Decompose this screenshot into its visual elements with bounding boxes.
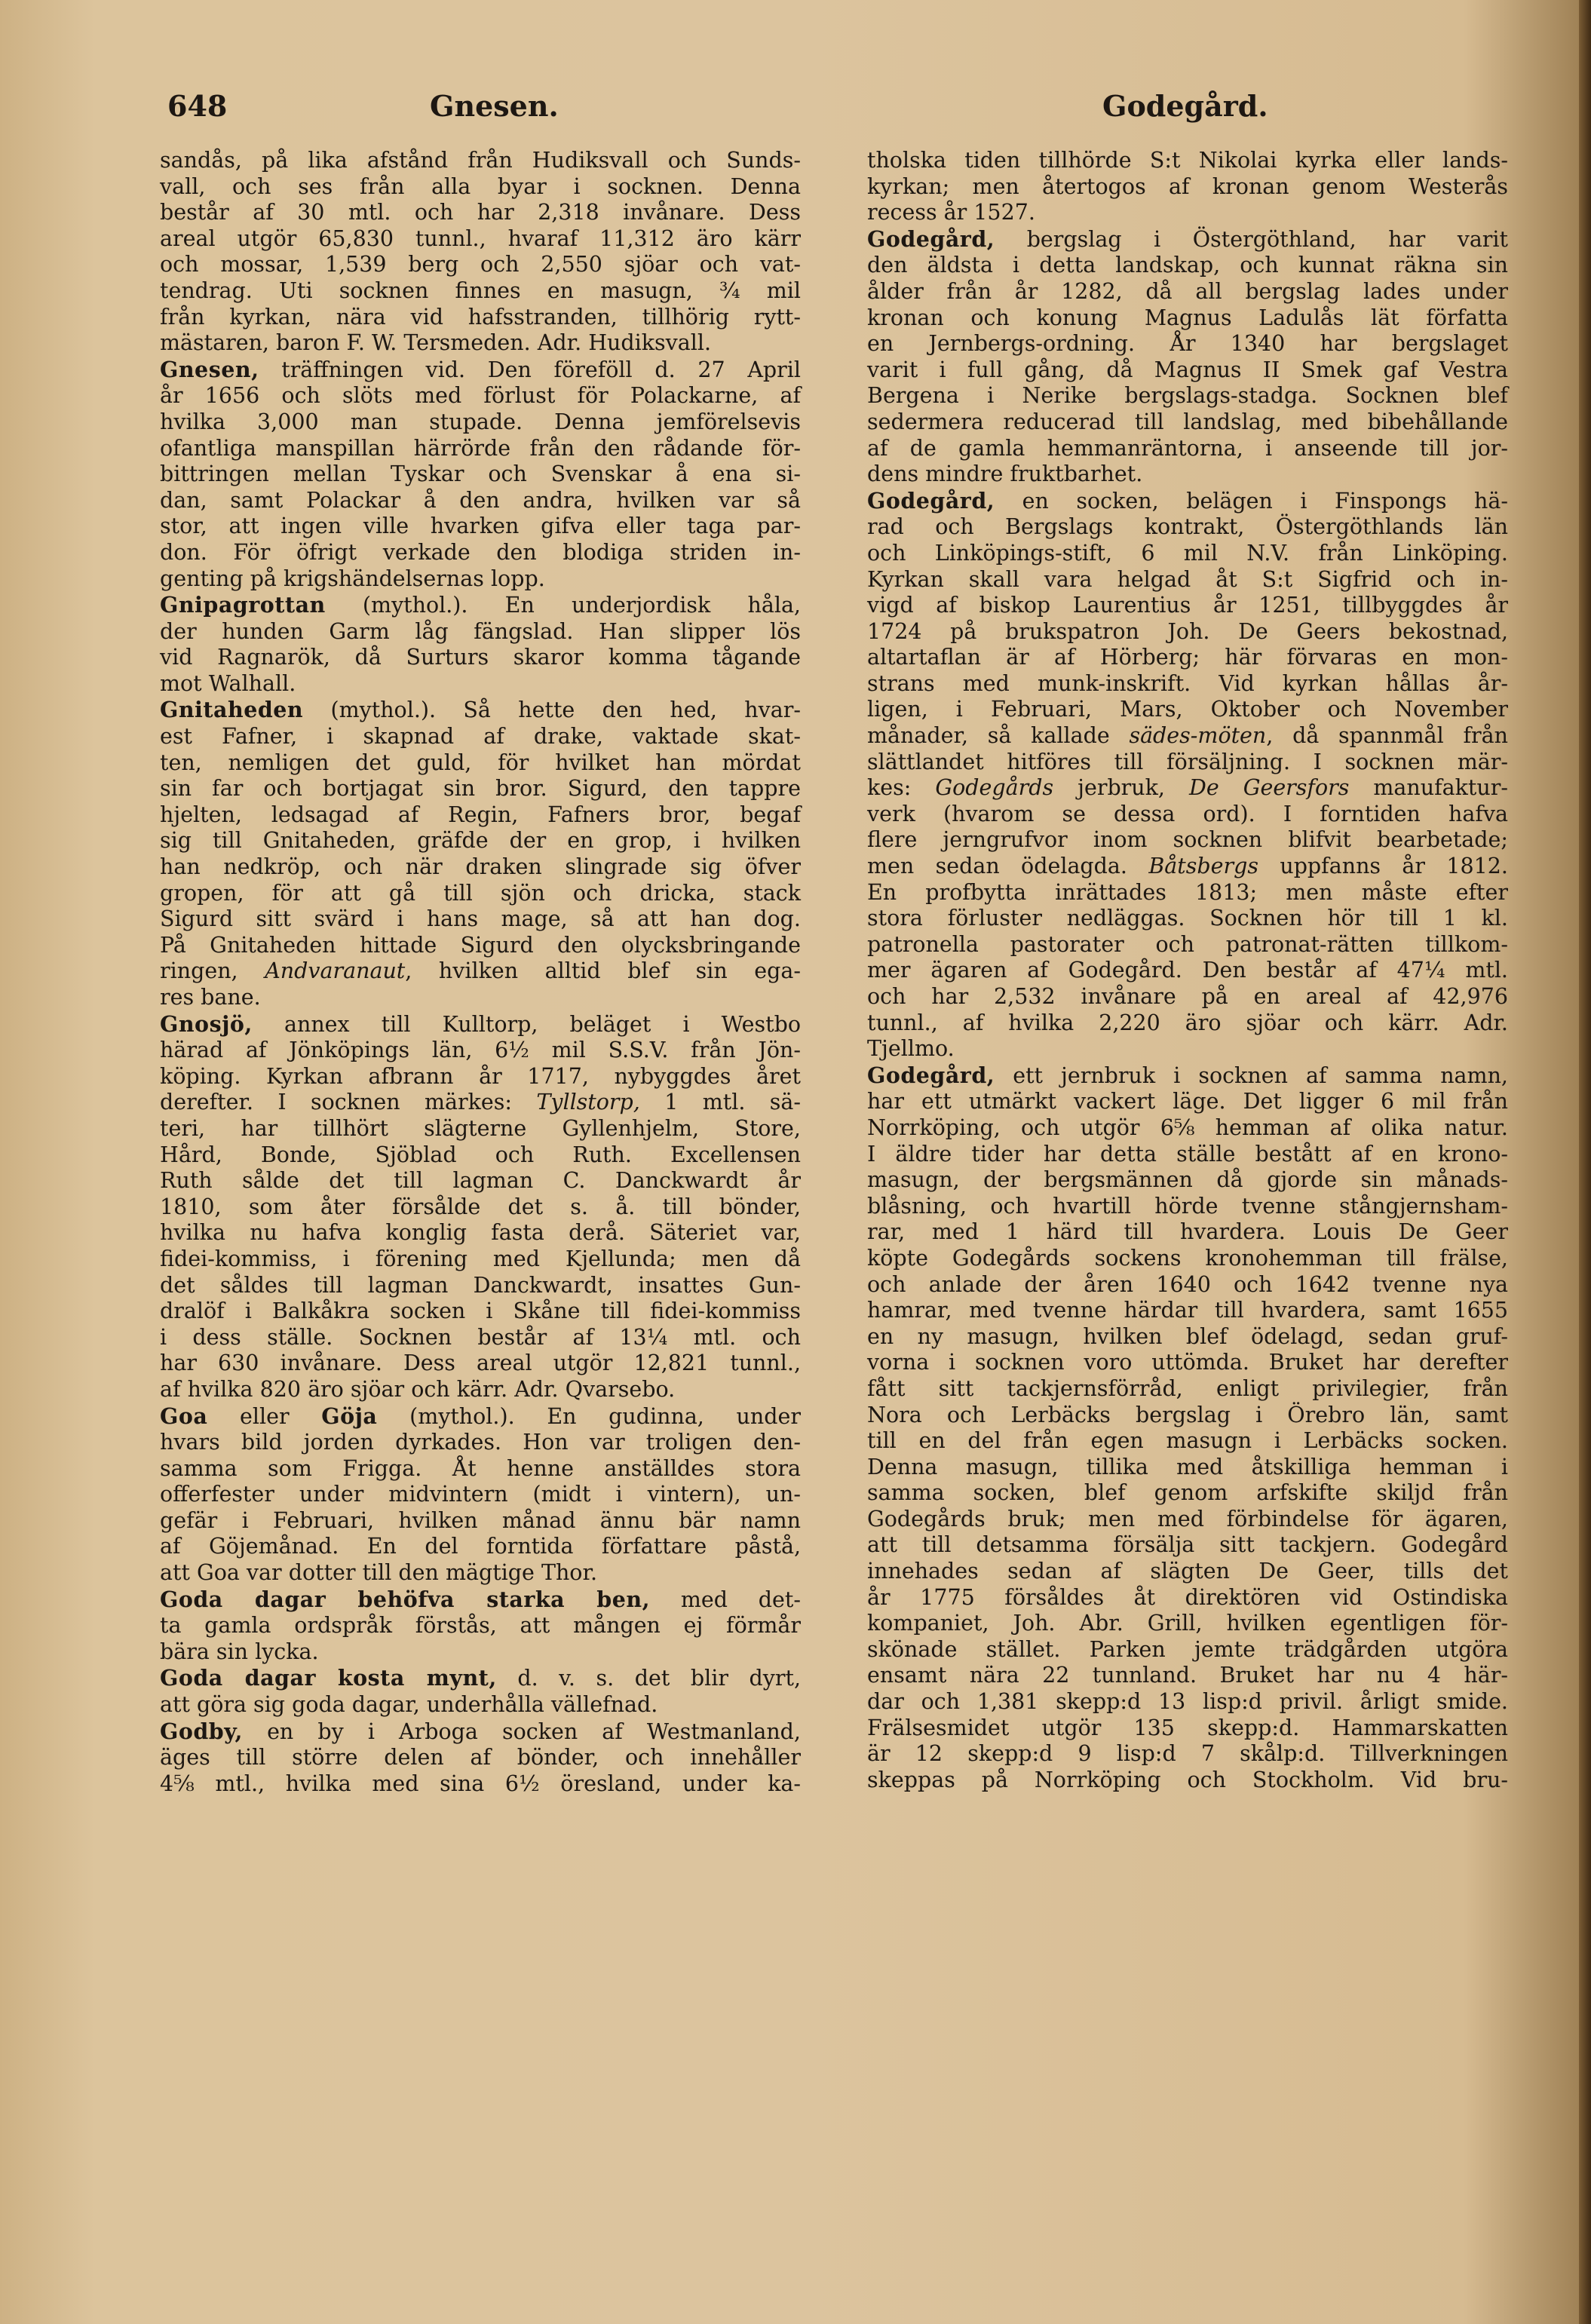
text-run: rad och Bergslags kontrakt, Östergöthlands län bbox=[867, 514, 1508, 540]
text-run: har 630 invånare. Dess areal utgör 12,821 tunnl., bbox=[160, 1351, 801, 1376]
text-line bbox=[867, 1194, 1508, 1220]
text-run: Bergena i Nerike bergslags-stadga. Socknen blef bbox=[867, 383, 1508, 409]
text-run: träffningen vid. Den föreföll d. 27 April bbox=[259, 357, 801, 382]
text-run: ett jernbruk i socknen af samma namn, bbox=[995, 1062, 1508, 1088]
text-run: jerbruk, bbox=[1053, 775, 1189, 801]
text-line bbox=[867, 1611, 1508, 1637]
text-run: hvilka nu hafva konglig fasta derå. Säteriet var, bbox=[160, 1220, 801, 1246]
text-line bbox=[160, 1220, 801, 1246]
text-line bbox=[160, 671, 801, 698]
text-run: består af 30 mtl. och har 2,318 invånare. Dess bbox=[160, 200, 801, 225]
text-run: genting på krigshändelsernas lopp. bbox=[160, 566, 545, 591]
text-run: ofantliga manspillan härrörde från den rådande för- bbox=[160, 435, 801, 461]
text-run: res bane. bbox=[160, 985, 261, 1010]
text-run: vid Ragnarök, då Surturs skaror komma tågande bbox=[160, 645, 801, 670]
text-run: recess år 1527. bbox=[867, 200, 1035, 225]
text-line bbox=[867, 148, 1508, 174]
text-run: 1810, som åter försålde det s. å. till bönder, bbox=[160, 1194, 801, 1219]
italic-term: Godegårds bbox=[935, 775, 1054, 801]
entry-headword: Godegård, bbox=[867, 1062, 995, 1088]
text-line bbox=[867, 802, 1508, 828]
text-run: est Fafner, i skapnad af drake, vaktade skat- bbox=[160, 724, 801, 750]
text-line bbox=[867, 514, 1508, 541]
text-line bbox=[867, 723, 1508, 750]
text-line bbox=[160, 1639, 801, 1666]
text-line bbox=[160, 1038, 801, 1064]
text-line bbox=[160, 645, 801, 671]
text-run: i dess ställe. Socknen består af 13¼ mtl. och bbox=[160, 1324, 801, 1350]
text-line bbox=[160, 409, 801, 436]
text-line bbox=[867, 1298, 1508, 1324]
text-line bbox=[160, 1194, 801, 1221]
text-line bbox=[160, 1718, 801, 1746]
text-line bbox=[867, 827, 1508, 854]
text-run: Godegårds bruk; men med förbindelse för ägaren, bbox=[867, 1506, 1508, 1531]
text-run: , då spannmål från bbox=[1266, 723, 1508, 749]
text-line bbox=[160, 148, 801, 174]
text-run: Denna masugn, tillika med åtskilliga hemman i bbox=[867, 1454, 1508, 1479]
text-line bbox=[160, 357, 801, 384]
text-line bbox=[867, 1142, 1508, 1168]
text-line bbox=[160, 1745, 801, 1771]
text-run: (mythol.). En underjordisk håla, bbox=[325, 593, 801, 618]
text-line bbox=[160, 802, 801, 829]
text-line bbox=[160, 1508, 801, 1535]
text-run: är 12 skepp:d 9 lisp:d 7 skålp:d. Tillverkningen bbox=[867, 1741, 1508, 1767]
text-run: d. v. s. det blir dyrt, bbox=[496, 1666, 801, 1691]
running-head-right: Godegård. bbox=[1102, 89, 1268, 123]
text-line bbox=[867, 331, 1508, 357]
text-line bbox=[160, 566, 801, 593]
text-run: kes: bbox=[867, 775, 936, 801]
text-line bbox=[867, 958, 1508, 984]
text-run: Kyrkan skall vara helgad åt S:t Sigfrid och in- bbox=[867, 566, 1508, 592]
text-run: En profbytta inrättades 1813; men måste efter bbox=[867, 879, 1508, 905]
text-line bbox=[867, 461, 1508, 488]
text-run: (mythol.). Så hette den hed, hvar- bbox=[303, 698, 801, 723]
text-line bbox=[867, 409, 1508, 436]
text-run: tholska tiden tillhörde S:t Nikolai kyrka eller lands- bbox=[867, 148, 1508, 173]
text-run: en ny masugn, hvilken blef ödelagd, sedan gruf- bbox=[867, 1323, 1508, 1349]
text-line bbox=[160, 1403, 801, 1430]
text-line bbox=[867, 1532, 1508, 1559]
text-run: ålder från år 1282, då all bergslag lades under bbox=[867, 278, 1508, 304]
entry-headword: Gnosjö, bbox=[160, 1010, 253, 1037]
text-line bbox=[867, 567, 1508, 593]
text-run: af hvilka 820 äro sjöar och kärr. Adr. Qvarsebo. bbox=[160, 1376, 676, 1402]
text-line bbox=[160, 881, 801, 907]
text-line bbox=[867, 1062, 1508, 1090]
text-line bbox=[160, 1325, 801, 1351]
text-run: bittringen mellan Tyskar och Svenskar å ena si- bbox=[160, 461, 801, 487]
text-run: ensamt nära 22 tunnland. Bruket har nu 4 här- bbox=[867, 1663, 1508, 1688]
text-line bbox=[160, 305, 801, 331]
text-line bbox=[867, 305, 1508, 332]
text-run: dens mindre fruktbarhet. bbox=[867, 461, 1143, 487]
text-run: dan, samt Polackar å den andra, hvilken var så bbox=[160, 487, 801, 513]
text-run: teri, har tillhört slägterne Gyllenhjelm, Store, bbox=[160, 1115, 801, 1141]
text-run: och Linköpings-stift, 6 mil N.V. från Linköping. bbox=[867, 540, 1508, 566]
text-run: rar, med 1 härd till hvardera. Louis De Geer bbox=[867, 1219, 1508, 1245]
entry-headword: Gnipagrottan bbox=[160, 592, 326, 618]
text-run: vorna i socknen voro uttömda. Bruket har derefter bbox=[867, 1350, 1508, 1375]
text-line bbox=[160, 985, 801, 1011]
text-run: Tjellmo. bbox=[867, 1036, 955, 1062]
text-line bbox=[160, 906, 801, 933]
text-run: men sedan ödelagda. bbox=[867, 854, 1149, 879]
text-run: hvars bild jorden dyrkades. Hon var troligen den- bbox=[160, 1430, 801, 1455]
text-line bbox=[160, 1116, 801, 1142]
text-run: mot Walhall. bbox=[160, 670, 296, 696]
text-run: ten, nemligen det guld, för hvilket han mördat bbox=[160, 750, 801, 775]
text-line bbox=[160, 933, 801, 959]
text-run: mästaren, baron F. W. Tersmeden. Adr. Hudiksvall. bbox=[160, 330, 712, 356]
text-run: Frälsesmidet utgör 135 skepp:d. Hammarskatten bbox=[867, 1715, 1508, 1740]
text-line bbox=[160, 828, 801, 854]
text-line bbox=[160, 619, 801, 645]
text-line bbox=[867, 1010, 1508, 1037]
italic-term: Båtsbergs bbox=[1148, 854, 1258, 879]
entry-headword: Godegård, bbox=[867, 225, 995, 252]
text-line bbox=[867, 1036, 1508, 1062]
page-number: 648 bbox=[167, 89, 228, 123]
text-line bbox=[867, 1741, 1508, 1768]
entry-headword: Gnitaheden bbox=[160, 697, 304, 723]
text-line bbox=[867, 1324, 1508, 1351]
text-line bbox=[160, 1613, 801, 1639]
text-line bbox=[160, 1298, 801, 1325]
text-run: kronan och konung Magnus Ladulås lät författa bbox=[867, 305, 1508, 330]
text-run: 1 mtl. sä- bbox=[639, 1090, 801, 1115]
text-line bbox=[867, 200, 1508, 226]
text-run: Norrköping, och utgör 6⅝ hemman af olika natur. bbox=[867, 1114, 1508, 1140]
entry-headword: Goda dagar kosta mynt, bbox=[160, 1665, 497, 1691]
text-run: dar och 1,381 skepp:d 13 lisp:d privil. årligt smide. bbox=[867, 1689, 1508, 1715]
text-line bbox=[160, 1064, 801, 1090]
text-line bbox=[867, 1715, 1508, 1742]
text-line bbox=[867, 984, 1508, 1010]
text-run: af Göjemånad. En del forntida författare påstå, bbox=[160, 1534, 801, 1559]
italic-term: De Geersfors bbox=[1188, 775, 1350, 801]
text-line bbox=[160, 776, 801, 802]
text-line bbox=[867, 436, 1508, 462]
text-run: och mossar, 1,539 berg och 2,550 sjöar och vat- bbox=[160, 252, 801, 277]
text-line bbox=[160, 540, 801, 566]
text-run: kompaniet, Joh. Abr. Grill, hvilken egentligen för- bbox=[867, 1611, 1508, 1636]
text-run: areal utgör 65,830 tunnl., hvaraf 11,312 äro kärr bbox=[160, 225, 801, 251]
text-run: masugn, der bergsmännen då gjorde sin månads- bbox=[867, 1167, 1508, 1193]
text-line bbox=[867, 619, 1508, 645]
text-run: hjelten, ledsagad af Regin, Fafners bror, begaf bbox=[160, 802, 801, 827]
text-line bbox=[867, 1768, 1508, 1794]
text-line bbox=[160, 1534, 801, 1560]
entry-headword: Godegård, bbox=[867, 487, 995, 514]
text-run: år 1656 och slöts med förlust för Polackarne, af bbox=[160, 383, 801, 409]
text-line bbox=[867, 906, 1508, 932]
text-run: sedermera reducerad till landslag, med bibehållande bbox=[867, 409, 1508, 434]
text-line bbox=[160, 724, 801, 750]
text-run: verk (hvarom se dessa ord). I forntiden hafva bbox=[867, 801, 1508, 826]
text-run: hvilka 3,000 man stupade. Denna jemförelsevis bbox=[160, 409, 801, 434]
text-line bbox=[160, 1587, 801, 1614]
text-run: gropen, för att gå till sjön och dricka, stack bbox=[160, 880, 801, 906]
text-run: en socken, belägen i Finspongs hä- bbox=[995, 488, 1508, 514]
text-line bbox=[867, 880, 1508, 906]
entry-headword: Goda dagar behöfva starka ben, bbox=[160, 1586, 651, 1612]
text-run: , hvilken alltid blef sin ega- bbox=[405, 958, 801, 984]
text-run: kyrkan; men återtogos af kronan genom Westerås bbox=[867, 173, 1508, 199]
text-run: äges till större delen af bönder, och innehåller bbox=[160, 1745, 801, 1771]
text-line bbox=[867, 854, 1508, 880]
text-line bbox=[160, 1560, 801, 1587]
text-run: och har 2,532 invånare på en areal af 42,976 bbox=[867, 984, 1508, 1009]
running-head-left: Gnesen. bbox=[430, 89, 559, 123]
text-run: köping. Kyrkan afbrann år 1717, nybyggdes året bbox=[160, 1063, 801, 1089]
text-run: Nora och Lerbäcks bergslag i Örebro län, samt bbox=[867, 1402, 1508, 1427]
text-line bbox=[160, 330, 801, 357]
text-run: vigd af biskop Laurentius år 1251, tillbyggdes år bbox=[867, 593, 1508, 618]
right-column bbox=[867, 148, 1508, 1793]
text-run: skeppas på Norrköping och Stockholm. Vid bru- bbox=[867, 1767, 1508, 1792]
text-run: en Jernbergs-ordning. År 1340 har bergslaget bbox=[867, 331, 1508, 357]
text-line bbox=[160, 488, 801, 514]
text-line bbox=[867, 1663, 1508, 1689]
text-run: don. För öfrigt verkade den blodiga striden in- bbox=[160, 539, 801, 565]
text-run: annex till Kulltorp, beläget i Westbo bbox=[252, 1011, 801, 1037]
text-run: ta gamla ordspråk förstås, att mången ej förmår bbox=[160, 1613, 801, 1639]
text-line bbox=[867, 1403, 1508, 1429]
text-line bbox=[160, 592, 801, 619]
text-run: der hunden Garm låg fängslad. Han slipper lös bbox=[160, 618, 801, 644]
text-line bbox=[160, 1482, 801, 1508]
text-run: stor, att ingen ville hvarken gifva eller taga par- bbox=[160, 514, 801, 539]
text-line bbox=[160, 461, 801, 488]
text-run: vall, och ses från alla byar i socknen. Denna bbox=[160, 173, 801, 199]
text-line bbox=[867, 1089, 1508, 1115]
text-run: mer ägaren af Godegård. Den består af 47¼ mtl. bbox=[867, 958, 1508, 983]
text-run: Ruth sålde det till lagman C. Danckwardt år bbox=[160, 1168, 801, 1194]
text-line bbox=[867, 1272, 1508, 1298]
text-run: ringen, bbox=[160, 958, 265, 984]
text-run: slättlandet hitföres till försäljning. I socknen mär- bbox=[867, 749, 1508, 774]
text-run: tunnl., af hvilka 2,220 äro sjöar och kärr. Adr. bbox=[867, 1010, 1508, 1035]
text-line bbox=[867, 750, 1508, 776]
text-line bbox=[867, 1480, 1508, 1507]
page-edge bbox=[1579, 0, 1591, 2324]
text-run: innehades sedan af slägten De Geer, tills det bbox=[867, 1559, 1508, 1584]
text-run: altartaflan är af Hörberg; här förvaras en mon- bbox=[867, 645, 1508, 670]
text-line bbox=[867, 932, 1508, 958]
text-line bbox=[160, 1351, 801, 1377]
text-run: ligen, i Februari, Mars, Oktober och November bbox=[867, 697, 1508, 722]
text-line bbox=[160, 383, 801, 409]
text-line bbox=[160, 1430, 801, 1456]
text-line bbox=[160, 1692, 801, 1718]
text-line bbox=[160, 1377, 801, 1403]
text-line bbox=[160, 252, 801, 278]
text-run: af de gamla hemmanräntorna, i anseende till jor- bbox=[867, 435, 1508, 461]
text-run: tendrag. Uti socknen finnes en masugn, ¾ mil bbox=[160, 277, 801, 303]
text-run: 4⅝ mtl., hvilka med sina 6½ öresland, under ka- bbox=[160, 1771, 801, 1796]
text-run: köpte Godegårds sockens kronohemman till frälse, bbox=[867, 1245, 1508, 1271]
text-line bbox=[160, 697, 801, 724]
text-line bbox=[867, 541, 1508, 567]
text-run: har ett utmärkt vackert läge. Det ligger 6 mil från bbox=[867, 1089, 1508, 1114]
text-run: flere jerngrufvor inom socknen blifvit bearbetade; bbox=[867, 827, 1508, 853]
text-line bbox=[160, 1273, 801, 1299]
text-run: Sigurd sitt svärd i hans mage, så att han dog. bbox=[160, 906, 801, 932]
text-run: en by i Arboga socken af Westmanland, bbox=[242, 1718, 801, 1744]
text-line bbox=[867, 1219, 1508, 1246]
text-line bbox=[867, 1246, 1508, 1272]
text-run: derefter. I socknen märkes: bbox=[160, 1090, 537, 1115]
text-run: och anlade der åren 1640 och 1642 tvenne nya bbox=[867, 1271, 1508, 1297]
text-line bbox=[867, 1428, 1508, 1455]
text-run: strans med munk-inskrift. Vid kyrkan hållas år- bbox=[867, 670, 1508, 696]
text-line bbox=[160, 958, 801, 985]
text-line bbox=[160, 278, 801, 305]
text-run: eller bbox=[207, 1403, 322, 1429]
text-run: månader, så kallade bbox=[867, 723, 1130, 749]
entry-headword: Göja bbox=[321, 1403, 378, 1429]
italic-term: Tyllstorp, bbox=[536, 1090, 640, 1115]
text-run: fidei-kommiss, i förening med Kjellunda; men då bbox=[160, 1246, 801, 1271]
text-run: stora förluster nedläggas. Socknen hör till 1 kl. bbox=[867, 906, 1508, 931]
text-line bbox=[867, 1637, 1508, 1663]
text-line bbox=[867, 1376, 1508, 1403]
text-run: patronella pastorater och patronat-rätten tillkom- bbox=[867, 931, 1508, 957]
text-line bbox=[160, 226, 801, 253]
entry-headword: Goa bbox=[160, 1403, 208, 1429]
text-run: offerfester under midvintern (midt i vintern), un- bbox=[160, 1482, 801, 1507]
text-line bbox=[867, 593, 1508, 619]
text-line bbox=[160, 436, 801, 462]
text-line bbox=[160, 1771, 801, 1798]
text-line bbox=[160, 514, 801, 540]
text-run: uppfanns år 1812. bbox=[1258, 854, 1508, 879]
left-column bbox=[160, 148, 801, 1797]
text-line bbox=[160, 854, 801, 881]
text-run: samma som Frigga. Åt henne anställdes stora bbox=[160, 1455, 801, 1481]
text-run: dralöf i Balkåkra socken i Skåne till fidei-kommiss bbox=[160, 1298, 801, 1324]
text-line bbox=[867, 383, 1508, 409]
text-line bbox=[867, 775, 1508, 802]
text-line bbox=[867, 357, 1508, 384]
text-line bbox=[160, 750, 801, 777]
page-header bbox=[0, 89, 1591, 134]
text-run: sig till Gnitaheden, gräfde der en grop, i hvilken bbox=[160, 828, 801, 854]
text-line bbox=[867, 1585, 1508, 1611]
text-line bbox=[867, 1455, 1508, 1481]
text-run: Hård, Bonde, Sjöblad och Ruth. Excellensen bbox=[160, 1142, 801, 1167]
text-run: att till detsamma försälja sitt tackjern. Godegård bbox=[867, 1532, 1508, 1558]
text-line bbox=[160, 1665, 801, 1692]
text-run: härad af Jönköpings län, 6½ mil S.S.V. från Jön- bbox=[160, 1038, 801, 1063]
text-run: I äldre tider har detta ställe bestått af en krono- bbox=[867, 1141, 1508, 1167]
text-run: det såldes till lagman Danckwardt, insattes Gun- bbox=[160, 1272, 801, 1298]
text-line bbox=[160, 1246, 801, 1273]
text-line bbox=[867, 1167, 1508, 1194]
text-run: sin far och bortjagat sin bror. Sigurd, den tappre bbox=[160, 776, 801, 802]
text-run: till en del från egen masugn i Lerbäcks socken. bbox=[867, 1428, 1508, 1454]
entry-headword: Godby, bbox=[160, 1718, 243, 1744]
text-line bbox=[867, 1350, 1508, 1376]
text-run: varit i full gång, då Magnus II Smek gaf Vestra bbox=[867, 357, 1508, 382]
text-line bbox=[160, 1456, 801, 1482]
text-line bbox=[867, 697, 1508, 723]
text-run: med det- bbox=[650, 1587, 802, 1612]
text-line bbox=[867, 488, 1508, 515]
text-run: På Gnitaheden hittade Sigurd den olycksbringande bbox=[160, 932, 801, 958]
text-run: 1724 på brukspatron Joh. De Geers bekostnad, bbox=[867, 618, 1508, 644]
text-run: bergslag i Östergöthland, har varit bbox=[995, 226, 1508, 252]
text-line bbox=[867, 645, 1508, 671]
entry-headword: Gnesen, bbox=[160, 356, 259, 382]
text-line bbox=[867, 671, 1508, 698]
text-line bbox=[867, 1559, 1508, 1585]
text-run: år 1775 försåldes åt direktören vid Ostindiska bbox=[867, 1584, 1508, 1610]
text-run: den äldsta i detta landskap, och kunnat räkna sin bbox=[867, 253, 1508, 278]
text-line bbox=[160, 1090, 801, 1116]
text-line bbox=[160, 1011, 801, 1038]
text-run: gefär i Februari, hvilken månad ännu bär namn bbox=[160, 1507, 801, 1533]
text-line bbox=[867, 279, 1508, 305]
text-run: bära sin lycka. bbox=[160, 1639, 319, 1664]
text-line bbox=[867, 226, 1508, 253]
text-line bbox=[160, 174, 801, 201]
text-run: från kyrkan, nära vid hafsstranden, tillhörig rytt- bbox=[160, 304, 801, 330]
text-line bbox=[867, 1689, 1508, 1715]
text-run: skönade stället. Parken jemte trädgården utgöra bbox=[867, 1636, 1508, 1662]
text-run: hamrar, med tvenne härdar till hvardera, samt 1655 bbox=[867, 1298, 1508, 1323]
text-line bbox=[160, 1142, 801, 1169]
text-line bbox=[867, 1507, 1508, 1533]
text-run: att göra sig goda dagar, underhålla vällefnad. bbox=[160, 1692, 658, 1718]
text-run: blåsning, och hvartill hörde tvenne stångjernsham- bbox=[867, 1193, 1508, 1219]
text-run: fått sitt tackjernsförråd, enligt privilegier, från bbox=[867, 1375, 1508, 1401]
text-line bbox=[867, 174, 1508, 201]
italic-term: sädes-möten bbox=[1129, 723, 1267, 749]
text-run: han nedkröp, och när draken slingrade sig öfver bbox=[160, 854, 801, 880]
text-run: manufaktur- bbox=[1349, 775, 1508, 801]
text-line bbox=[160, 200, 801, 226]
text-run: att Goa var dotter till den mägtige Thor. bbox=[160, 1560, 598, 1586]
text-line bbox=[867, 1115, 1508, 1142]
text-line bbox=[867, 253, 1508, 279]
italic-term: Andvaranaut bbox=[265, 958, 406, 984]
text-line bbox=[160, 1168, 801, 1194]
text-run: samma socken, blef genom arfskifte skiljd från bbox=[867, 1480, 1508, 1506]
text-run: (mythol.). En gudinna, under bbox=[377, 1403, 801, 1429]
text-run: sandås, på lika afstånd från Hudiksvall och Sunds- bbox=[160, 148, 801, 173]
